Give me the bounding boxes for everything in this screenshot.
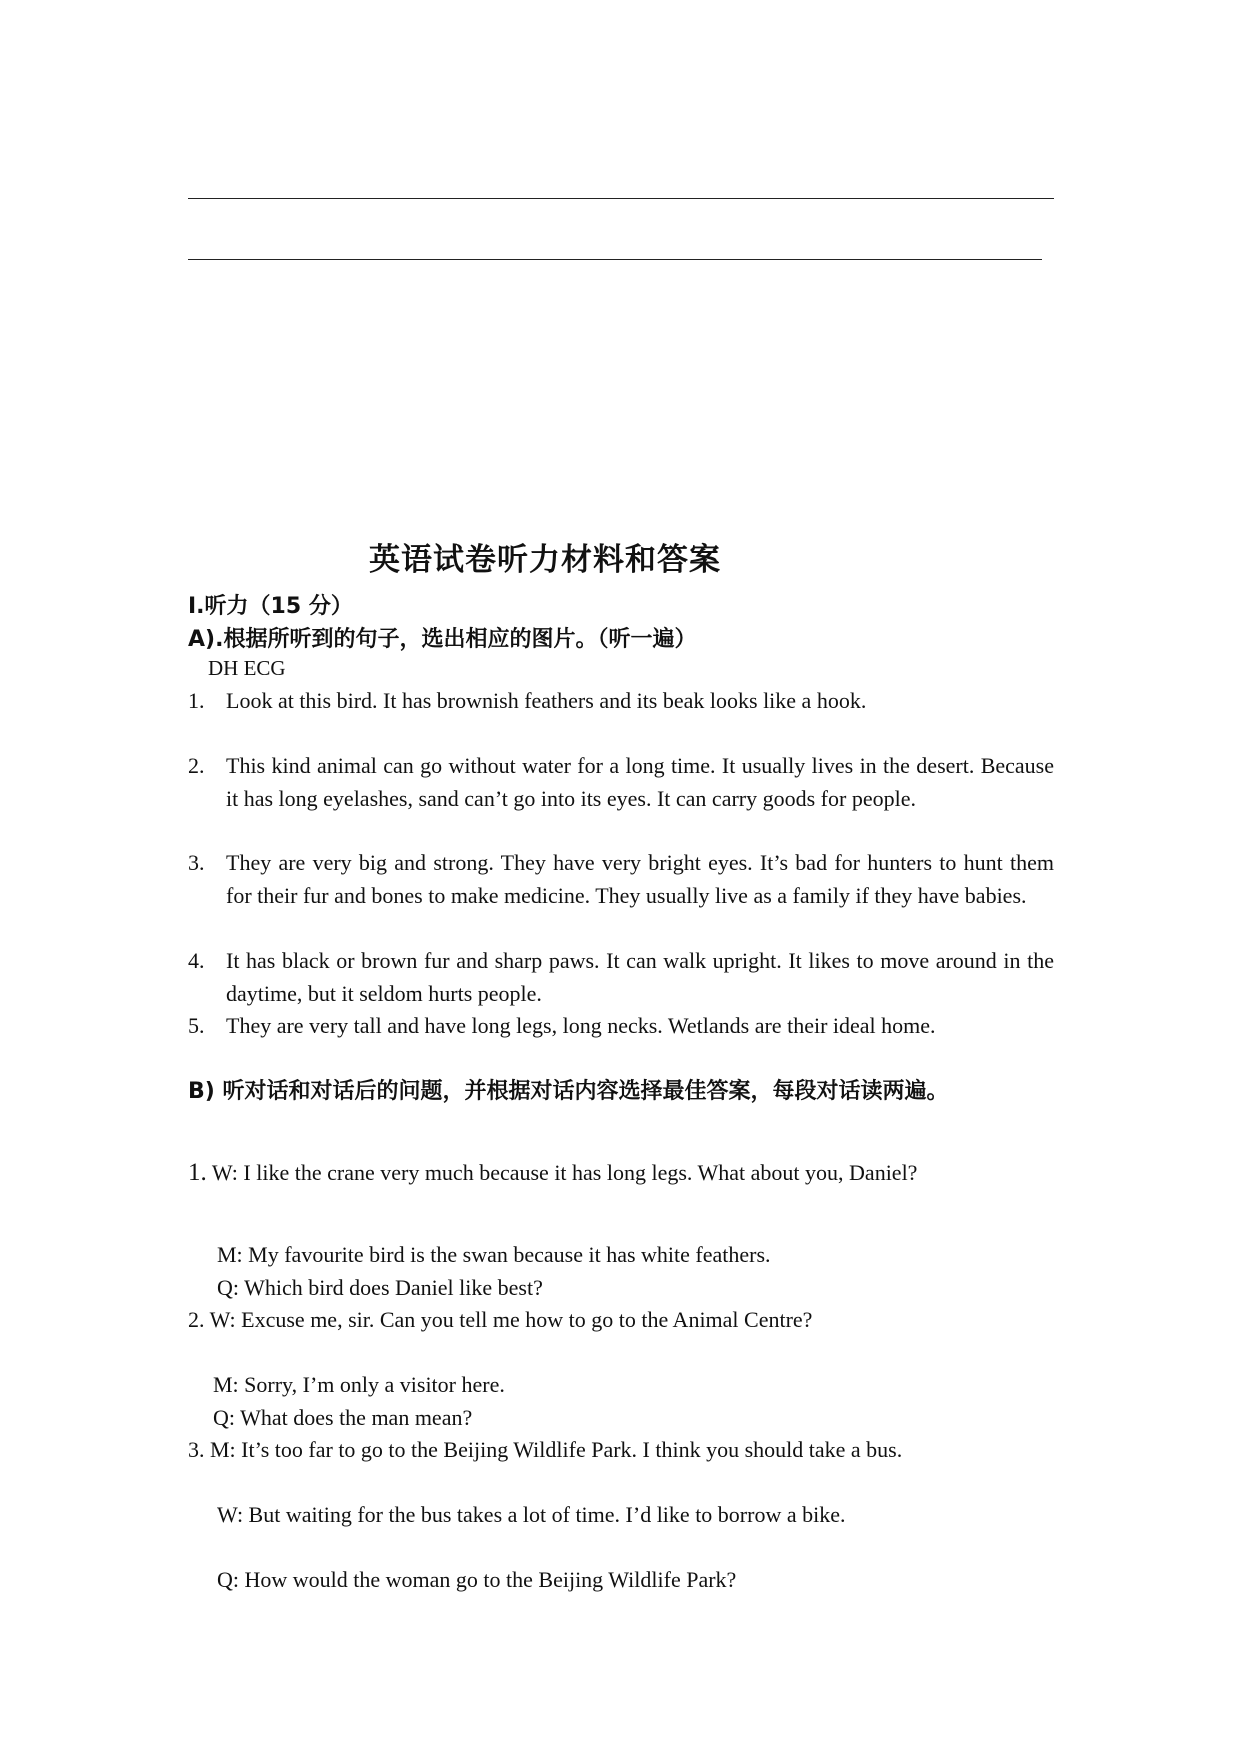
list-item — [188, 750, 1054, 815]
dialogue-3-woman-line: W: But waiting for the bus takes a lot of time. I’d like to borrow a bike. — [217, 1502, 846, 1527]
part-a-heading: A).根据所听到的句子，选出相应的图片。（听一遍） — [188, 627, 697, 652]
dialogue-text: W: Excuse me, sir. Can you tell me how to go to the Animal Centre? — [209, 1307, 813, 1332]
dialogue-text: W: I like the crane very much because it has long legs. What about you, Daniel? — [211, 1160, 918, 1185]
list-item — [188, 847, 1054, 912]
dialogue-number: 2. — [188, 1307, 205, 1332]
item-text: It has black or brown fur and sharp paws. It can walk upright. It likes to move around in the daytime, but it seldom hurts people. — [226, 948, 1054, 1006]
list-item — [188, 1010, 1054, 1043]
dialogue-number: 1. — [188, 1159, 207, 1186]
item-text: They are very tall and have long legs, long necks. Wetlands are their ideal home. — [226, 1013, 936, 1038]
dialogue-1-woman-line — [188, 1157, 917, 1190]
dialogue-1-man-line: M: My favourite bird is the swan because it has white feathers. — [217, 1242, 771, 1267]
dialogue-1-question: Q: Which bird does Daniel like best? — [217, 1275, 543, 1300]
list-item — [188, 945, 1054, 1010]
part-a-answers: DH ECG — [208, 656, 286, 680]
blank-answer-line-1 — [188, 198, 1054, 199]
page-title: 英语试卷听力材料和答案 — [369, 542, 721, 578]
section-heading: Ⅰ.听力（15 分） — [188, 594, 353, 619]
dialogue-3-man-line — [188, 1434, 902, 1467]
item-text: Look at this bird. It has brownish feathers and its beak looks like a hook. — [226, 688, 867, 713]
part-b-heading: B) 听对话和对话后的问题，并根据对话内容选择最佳答案，每段对话读两遍。 — [188, 1079, 949, 1104]
dialogue-2-question: Q: What does the man mean? — [213, 1405, 473, 1430]
dialogue-number: 3. — [188, 1437, 205, 1462]
item-number: 2. — [188, 753, 205, 778]
item-text: This kind animal can go without water for a long time. It usually lives in the desert. Because it has long eyelashes, sand can’t go into its eyes. It can carry goods for people. — [226, 753, 1054, 811]
dialogue-2-woman-line — [188, 1304, 812, 1337]
dialogue-3-question: Q: How would the woman go to the Beijing Wildlife Park? — [217, 1567, 737, 1592]
dialogue-2-man-line: M: Sorry, I’m only a visitor here. — [213, 1372, 505, 1397]
list-item — [188, 685, 1054, 718]
item-number: 4. — [188, 948, 205, 973]
item-text: They are very big and strong. They have very bright eyes. It’s bad for hunters to hunt them for their fur and bones to make medicine. They usually live as a family if they have babies. — [226, 850, 1054, 908]
dialogue-text: M: It’s too far to go to the Beijing Wildlife Park. I think you should take a bus. — [210, 1437, 903, 1462]
item-number: 5. — [188, 1013, 205, 1038]
item-number: 1. — [188, 688, 205, 713]
blank-answer-line-2 — [188, 259, 1042, 260]
item-number: 3. — [188, 850, 205, 875]
